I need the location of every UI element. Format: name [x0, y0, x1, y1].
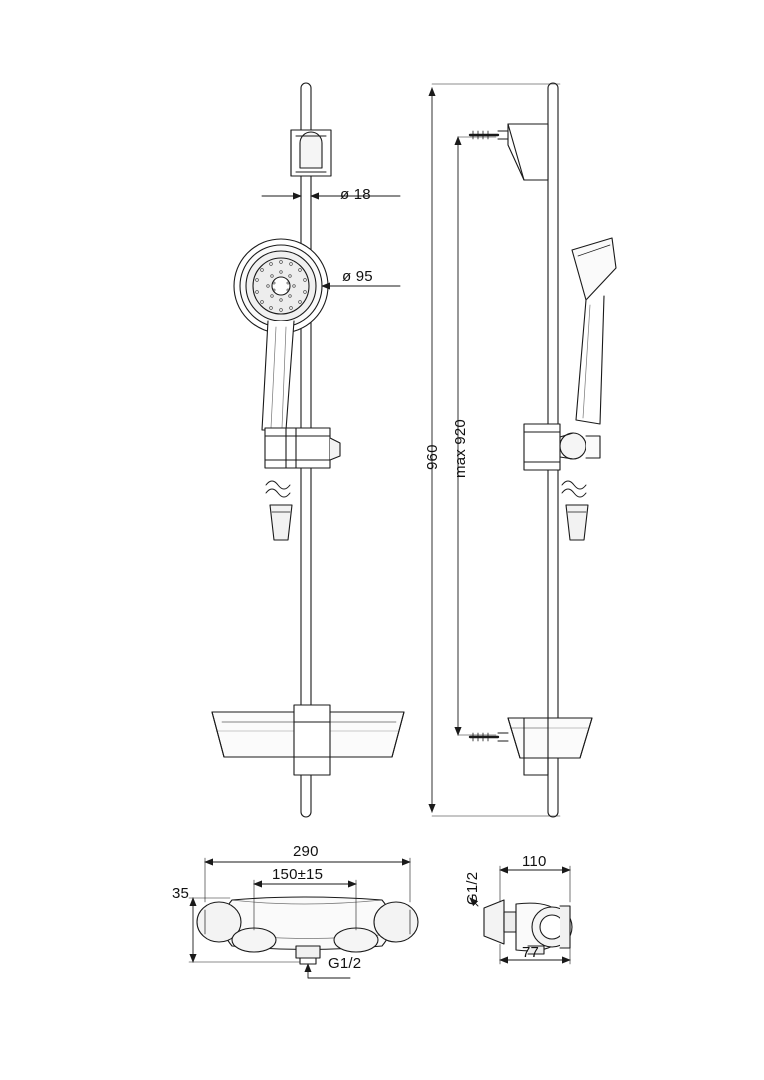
dimension-total-height: 960	[424, 444, 441, 470]
dimension-mixer-depth-back: 77	[522, 944, 540, 961]
dimension-max-slide-height: max 920	[452, 419, 469, 478]
mixer-side-view	[470, 866, 572, 964]
dimension-mixer-width: 290	[293, 843, 319, 860]
front-view	[212, 83, 404, 817]
label-connection-side: G1/2	[464, 871, 481, 905]
dimension-rail-diameter: ø 18	[340, 186, 371, 203]
dimension-mixer-depth-front: 110	[522, 853, 547, 870]
dimension-head-diameter: ø 95	[342, 268, 373, 285]
dimension-mixer-height: 35	[172, 885, 190, 902]
dimension-mixer-centers: 150±15	[272, 866, 324, 883]
label-connection-bottom: G1/2	[328, 955, 362, 972]
